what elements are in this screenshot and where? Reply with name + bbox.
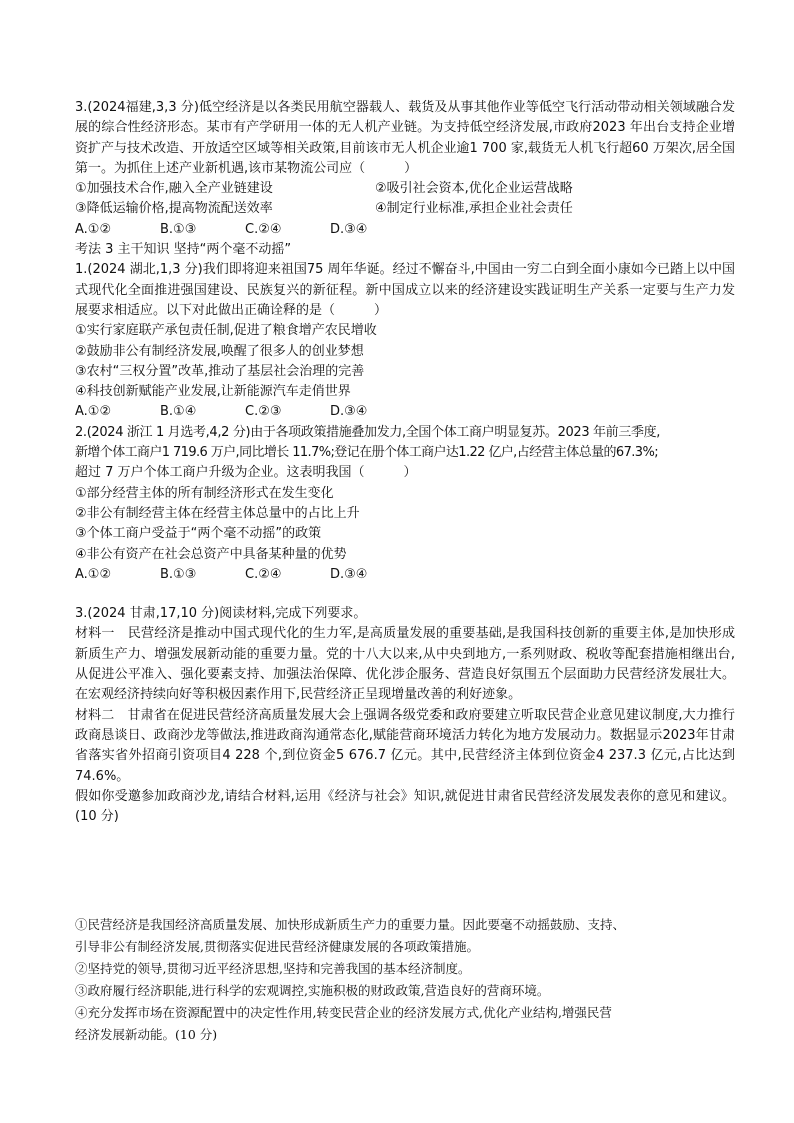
answer-line-4: ③政府履行经济职能,进行科学的宏观调控,实施积极的财政政策,营造良好的营商环境。	[75, 983, 550, 998]
choice-c: C.②④	[245, 566, 282, 582]
s3-q1-option-2: ②鼓励非公有制经济发展,唤醒了很多人的创业梦想	[75, 343, 364, 359]
s3-q1-option-4: ④科技创新赋能产业发展,让新能源汽车走俏世界	[75, 384, 351, 400]
q3-options-row-1	[75, 179, 735, 199]
s3-q2-option-4: ④非公有资产在社会总资产中具备某种量的优势	[75, 546, 347, 562]
s3-q1-option-1: ①实行家庭联产承包责任制,促进了粮食增产农民增收	[75, 323, 377, 339]
choice-a: A.①②	[75, 221, 112, 237]
material-two: 材料二 甘肃省在促进民营经济高质量发展大会上强调各级党委和政府要建立听取民营企业意见建议制度,大力推行政商恳谈日、政商沙龙等做法,推进政商沟通常态化,赋能营商环境活力转化为地方发展动力。数据显示2023年甘肃省落实省外招商引资项目4 228 个,到位资金5 676.7 亿元。其中,民营经济主体到位资金4 237.3 亿元,占比达到74.6%。	[75, 707, 735, 784]
option-2: ②吸引社会资本,优化企业运营战略	[375, 181, 573, 197]
answer-line-3: ②坚持党的领导,贯彻习近平经济思想,坚持和完善我国的基本经济制度。	[75, 961, 471, 976]
material-one: 材料一 民营经济是推动中国式现代化的生力军,是高质量发展的重要基础,是我国科技创新的重要主体,是加快形成新质生产力、增强发展新动能的重要力量。党的十八大以来,从中央到地方,一系列财政、税收等配套措施相继出台,从促进公平准入、强化要素支持、加强法治保障、优化涉企服务、营造良好氛围五个层面助力民营经济发展壮大。在宏观经济持续向好等积极因素作用下,民营经济正呈现增量改善的利好迹象。	[75, 626, 735, 703]
choice-d: D.③④	[330, 566, 368, 582]
s3-q2-stem-line-1: 2.(2024 浙江 1 月选考,4,2 分)由于各项政策措施叠加发力,全国个体工商户明显复苏。2023 年前三季度,	[75, 424, 661, 440]
s3-q2-answer-choices	[75, 565, 735, 585]
section-title: 考法 3 主干知识 坚持“两个毫不动摇”	[75, 242, 292, 258]
choice-b: B.①③	[160, 566, 197, 582]
s3-q1-stem: 1.(2024 湖北,1,3 分)我们即将迎来祖国75 周年华诞。经过不懈奋斗,中国由一穷二白到全面小康如今已踏上以中国式现代化全面推进强国建设、民族复兴的新征程。新中国成立以来的经济建设实践证明生产关系一定要与生产力发展要求相适应。以下对此做出正确诠释的是（ ）	[75, 262, 735, 318]
question-requirement: 假如你受邀参加政商沙龙,请结合材料,运用《经济与社会》知识,就促进甘肃省民营经济发展发表你的意见和建议。(10 分)	[75, 788, 735, 825]
choice-b: B.①③	[160, 221, 197, 237]
s3-q1-answer-choices	[75, 402, 735, 422]
s3-q2-option-3: ③个体工商户受益于“两个毫不动摇”的政策	[75, 526, 322, 542]
answer-line-6: 经济发展新动能。(10 分)	[75, 1027, 218, 1042]
q3-options-row-2	[75, 199, 735, 219]
s3-q1-option-3: ③农村“三权分置”改革,推动了基层社会治理的完善	[75, 363, 365, 379]
q3-stem: 3.(2024福建,3,3 分)低空经济是以各类民用航空器载人、载货及从事其他作业等低空飞行活动带动相关领域融合发展的综合性经济形态。某市有产学研用一体的无人机产业链。为支持低空经济发展,市政府2023 年出台支持企业增资扩产与技术改造、开放适空区域等相关政策,目前该市无人机企业逾1 700 家,载货无人机飞行超60 万架次,居全国第一。为抓住上述产业新机遇,该市某物流公司应（ ）	[75, 100, 735, 176]
s3-q2-option-2: ②非公有制经营主体在经营主体总量中的占比上升	[75, 505, 360, 521]
q3-answer-choices	[75, 220, 735, 240]
choice-d: D.③④	[330, 221, 368, 237]
answer-line-2: 引导非公有制经济发展,贯彻落实促进民营经济健康发展的各项政策措施。	[75, 939, 479, 954]
s3-q2-stem-line-3: 超过 7 万户个体工商户升级为企业。这表明我国（ ）	[75, 465, 417, 481]
choice-a: A.①②	[75, 566, 112, 582]
choice-c: C.②④	[245, 221, 282, 237]
option-4: ④制定行业标准,承担企业社会责任	[375, 201, 573, 217]
choice-d: D.③④	[330, 404, 368, 420]
question-content	[75, 98, 735, 827]
option-1: ①加强技术合作,融入全产业链建设	[75, 181, 273, 197]
choice-a: A.①②	[75, 404, 112, 420]
answer-line-5: ④充分发挥市场在资源配置中的决定性作用,转变民营企业的经济发展方式,优化产业结构,增强民营	[75, 1005, 612, 1020]
choice-b: B.①④	[160, 404, 197, 420]
answer-line-1: ①民营经济是我国经济高质量发展、加快形成新质生产力的重要力量。因此要毫不动摇鼓励、支持、	[75, 917, 626, 932]
s3-q2-option-1: ①部分经营主体的所有制经济形式在发生变化	[75, 485, 334, 501]
answer-block	[75, 914, 725, 1046]
s3-q3-stem: 3.(2024 甘肃,17,10 分)阅读材料,完成下列要求。	[75, 606, 367, 622]
spacer	[75, 585, 735, 604]
s3-q2-stem-line-2: 新增个体工商户1 719.6 万户,同比增长 11.7%;登记在册个体工商户达1.22 亿户,占经营主体总量的67.3%;	[75, 445, 658, 461]
choice-c: C.②③	[245, 404, 282, 420]
option-3: ③降低运输价格,提高物流配送效率	[75, 201, 273, 217]
